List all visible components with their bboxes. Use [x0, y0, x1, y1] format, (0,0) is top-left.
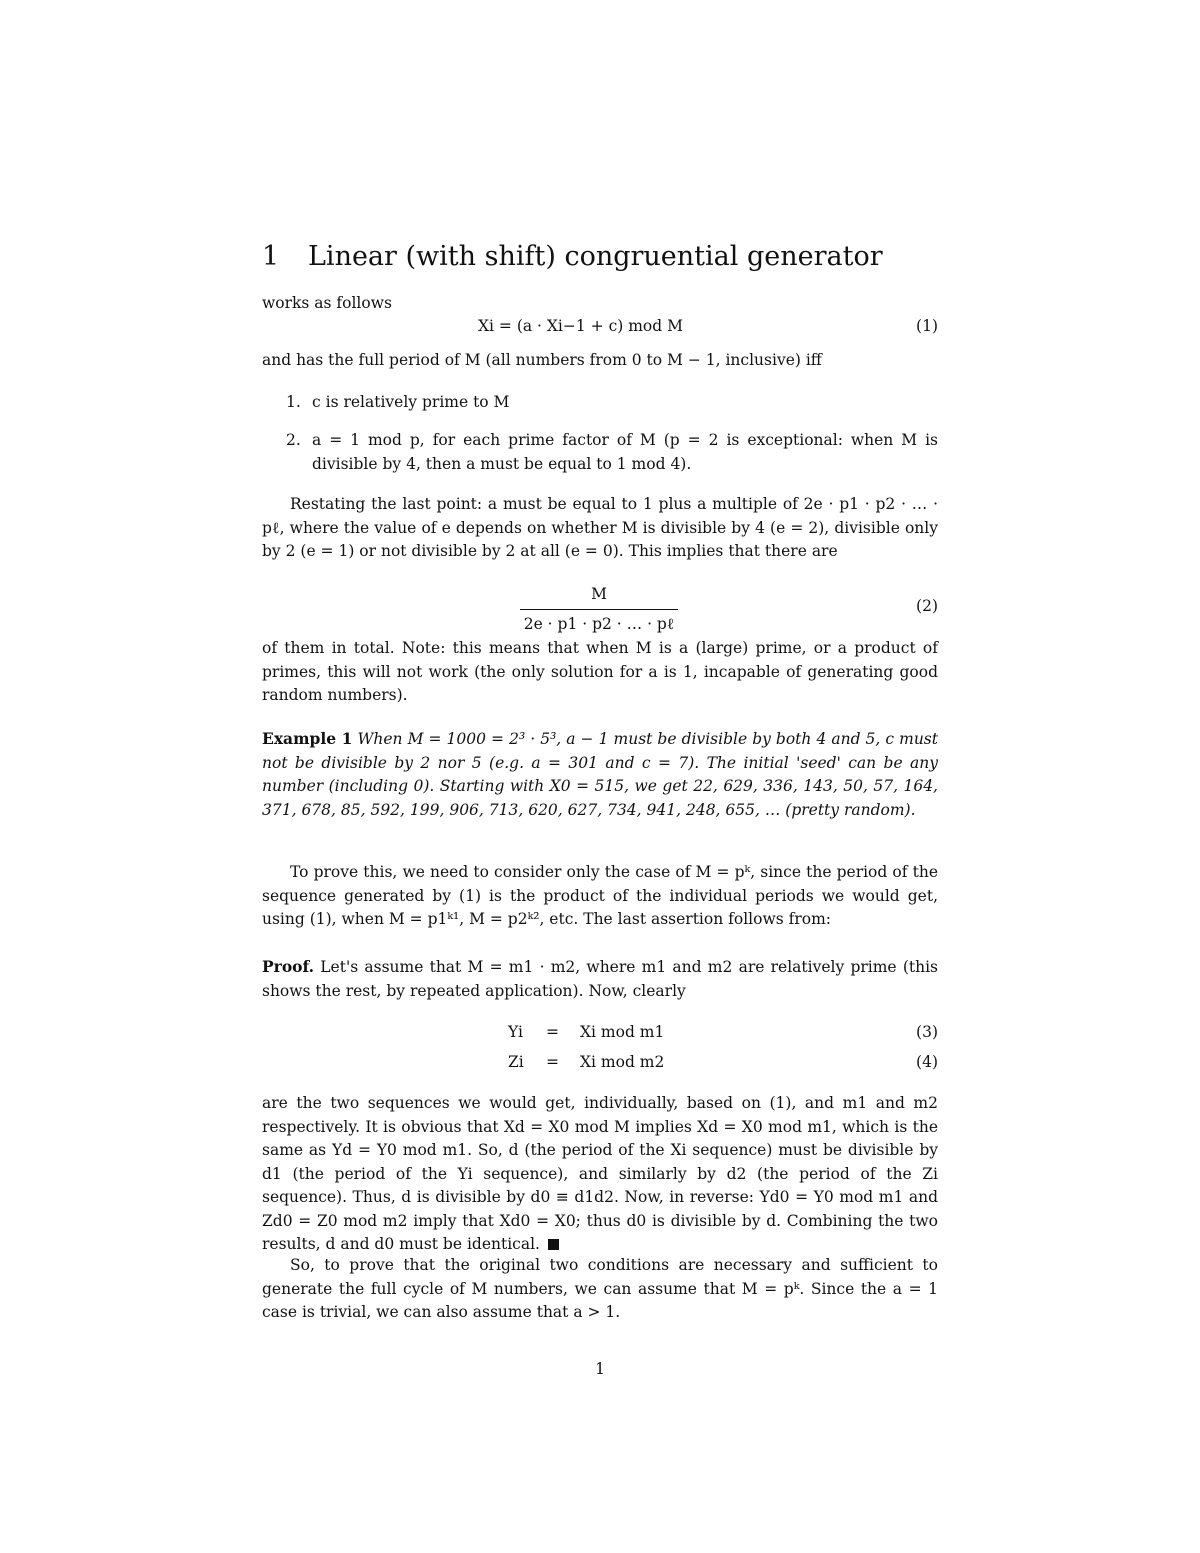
equation-1-body: Xi = (a · Xi−1 + c) mod M — [478, 317, 683, 335]
equation-4-number: (4) — [916, 1053, 938, 1071]
example-block — [262, 727, 938, 822]
equation-2-fraction — [520, 582, 678, 636]
equation-2-number: (2) — [916, 597, 938, 615]
fraction-denominator: 2e · p1 · p2 · … · pℓ — [523, 615, 675, 634]
example-text: When M = 1000 = 2³ · 5³, a − 1 must be divisible by both 4 and 5, c must not be divisible by 2 nor 5 (e.g. a = 301 and c = 7). The initial 'seed' can be any number (including 0). Starting with X0 = 515, we get 22, 629, 336, 143, 50, 57, 164, 371, 678, 85, 592, 199, 906, 713, 620, 627, 734, 941, 248, 655, … (pretty random). — [262, 730, 938, 819]
equation-3-lhs: Yi — [508, 1023, 523, 1041]
condition-list-item — [286, 429, 938, 476]
final-paragraph: So, to prove that the original two conditions are necessary and sufficient to generate the full cycle of M numbers, we can assume that M = pᵏ. Since the a = 1 case is trivial, we can also assume that a > 1. — [262, 1256, 938, 1321]
list-text: c is relatively prime to M — [312, 393, 510, 411]
section-heading — [262, 240, 962, 274]
intro-text: works as follows — [262, 294, 392, 312]
proof-block — [262, 955, 938, 1003]
fraction-numerator: M — [591, 585, 607, 603]
equation-3-rhs: Xi mod m1 — [580, 1023, 665, 1041]
restating-paragraph: Restating the last point: a must be equal to 1 plus a multiple of 2e · p1 · p2 · … · pℓ, where the value of e depends on whether M is divisible by 4 (e = 2), divisible only by 2 (e = 1) or not divisible by 2 at all (e = 0). This implies that there are — [262, 495, 938, 560]
proof-label: Proof. — [262, 957, 315, 976]
sequences-text: are the two sequences we would get, individually, based on (1), and m1 and m2 respectively. It is obvious that Xd = X0 mod M implies Xd = X0 mod m1, which is the same as Yd = Y0 mod m1. So, d (the period of the Xi sequence) must be divisible by d1 (the period of the Yi sequence), and similarly by d2 (the period of the Zi sequence). Thus, d is divisible by d0 ≡ d1d2. Now, in reverse: Yd0 = Y0 mod m1 and Zd0 = Z0 mod m2 imply that Xd0 = X0; thus d0 is divisible by d. Combining the two results, d and d0 must be identical. — [262, 1094, 938, 1253]
prove-paragraph: To prove this, we need to consider only the case of M = pᵏ, since the period of the sequence generated by (1) is the product of the individual periods we would get, using (1), when M = p1ᵏ¹, M = p2ᵏ², etc. The last assertion follows from: — [262, 863, 938, 928]
example-label: Example 1 — [262, 729, 353, 748]
list-label: 2. — [286, 431, 301, 449]
section-number: 1 — [262, 241, 280, 272]
equation-4-rel: = — [546, 1053, 559, 1071]
equation-1-number: (1) — [916, 317, 938, 335]
list-text: a = 1 mod p, for each prime factor of M (p = 2 is exceptional: when M is divisible by 4, then a must be equal to 1 mod 4). — [312, 431, 938, 473]
equation-3-rel: = — [546, 1023, 559, 1041]
page-number: 1 — [595, 1360, 605, 1378]
sequences-paragraph — [262, 1092, 938, 1257]
list-label: 1. — [286, 393, 301, 411]
equation-4-lhs: Zi — [508, 1053, 524, 1071]
note-paragraph: of them in total. Note: this means that when M is a (large) prime, or a product of primes, this will not work (the only solution for a is 1, incapable of generating good random numbers). — [262, 639, 938, 704]
section-title: Linear (with shift) congruential generator — [308, 241, 883, 272]
equation-2 — [262, 582, 938, 634]
full-period-text: and has the full period of M (all numbers from 0 to M − 1, inclusive) iff — [262, 351, 822, 369]
proof-text: Let's assume that M = m1 · m2, where m1 and m2 are relatively prime (this shows the rest, by repeated application). Now, clearly — [262, 958, 938, 1000]
equation-3-number: (3) — [916, 1023, 938, 1041]
qed-square-icon — [548, 1239, 559, 1250]
equation-4-rhs: Xi mod m2 — [580, 1053, 665, 1071]
condition-list-item — [286, 391, 938, 415]
